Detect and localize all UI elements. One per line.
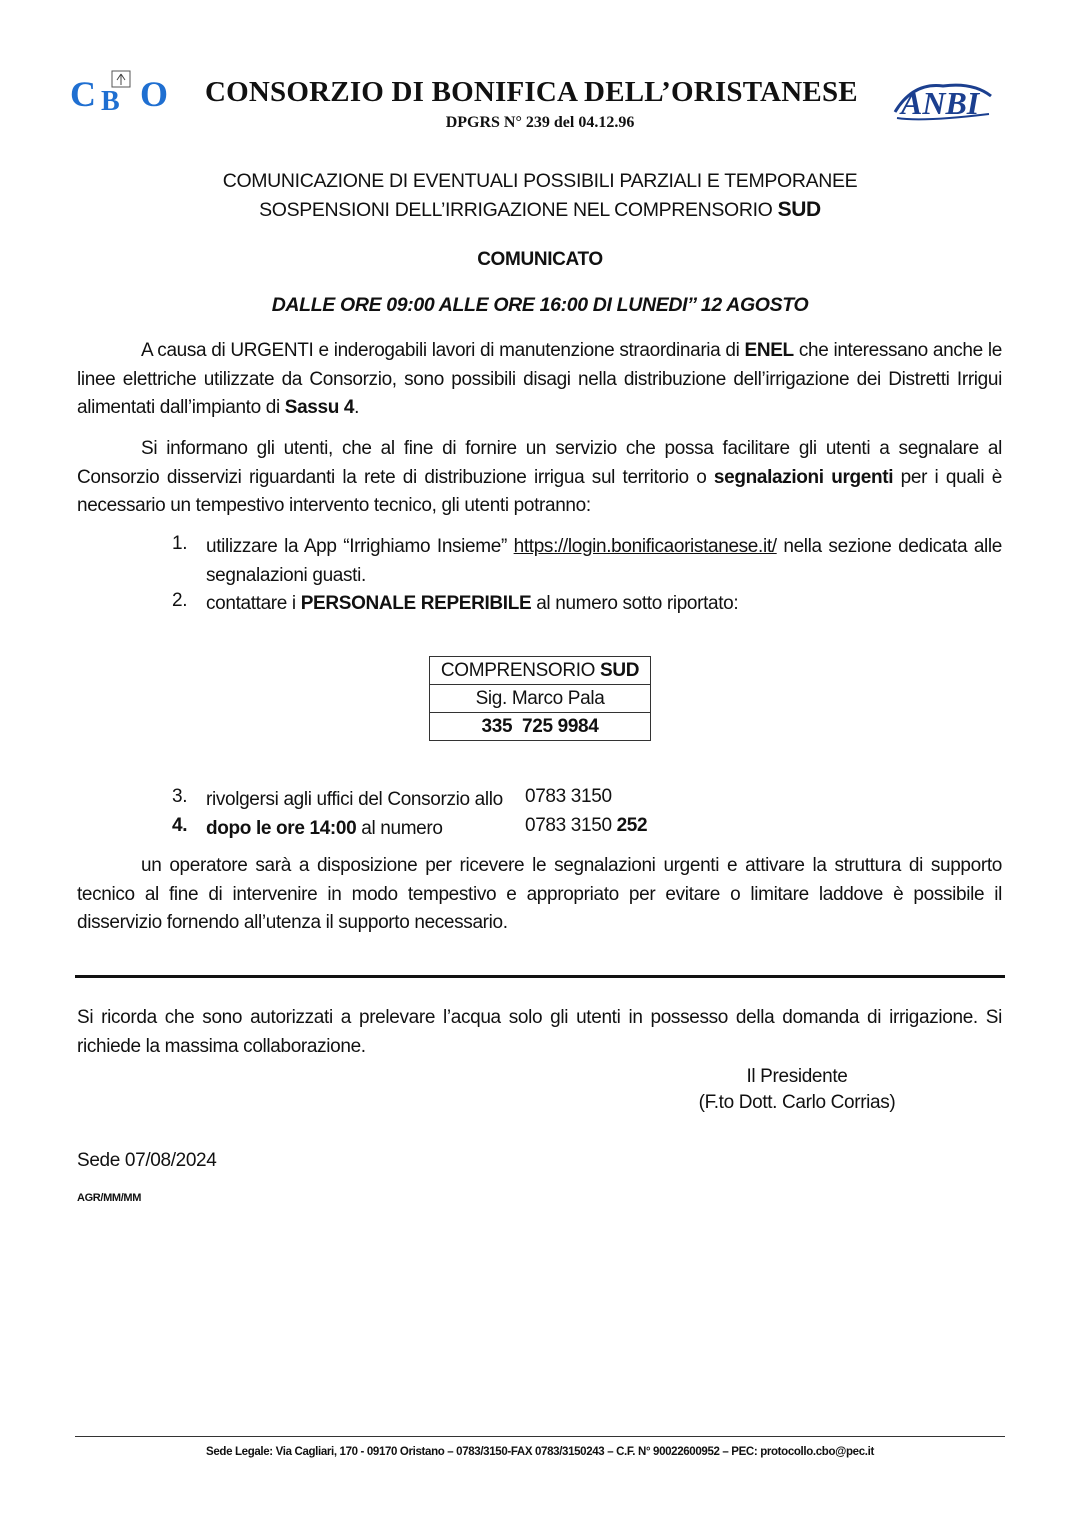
after-hours-phone: 0783 3150 252 — [525, 815, 648, 836]
svg-text:O: O — [140, 74, 169, 114]
org-registration: DPGRS N° 239 del 04.12.96 — [445, 114, 635, 131]
place-date: Sede 07/08/2024 — [77, 1150, 217, 1171]
reference-code: AGR/MM/MM — [77, 1192, 142, 1204]
svg-text:ANBI: ANBI — [901, 85, 980, 121]
contact-area: COMPRENSORIO SUD — [430, 657, 651, 685]
paragraph-enel-works: A causa di URGENTI e inderogabili lavori di manutenzione straordinaria di ENEL che interessano anche le linee elettriche utilizzate da Consorzio, sono possibili disagi nella distribuzione dell’irrigazione dei Distretti Irrigui alimentati dall’impianto di Sassu 4. — [77, 340, 1002, 418]
list-item-contact-staff: contattare i PERSONALE REPERIBILE al numero sotto riportato: — [206, 593, 739, 614]
footer-divider — [75, 1436, 1005, 1437]
cbo-logo — [70, 68, 182, 114]
contact-phone: 335 725 9984 — [430, 713, 651, 741]
notice-title-line2: SOSPENSIONI DELL’IRRIGAZIONE NEL COMPRENSORIO SUD — [259, 198, 821, 221]
app-link[interactable]: https://login.bonificaoristanese.it/ — [513, 536, 777, 557]
section-divider — [75, 975, 1005, 978]
list-item-offices: rivolgersi agli uffici del Consorzio allo — [206, 789, 503, 810]
office-phone: 0783 3150 — [525, 786, 612, 807]
anbi-logo — [893, 78, 993, 124]
org-title: CONSORZIO DI BONIFICA DELL’ORISTANESE — [205, 76, 858, 108]
notice-heading: COMUNICATO — [477, 249, 603, 270]
list-item-app: utilizzare la App “Irrighiamo Insieme” https://login.bonificaoristanese.it/ nella sezione dedicata alle segnalazioni guasti. — [206, 536, 1003, 586]
svg-text:C: C — [70, 74, 96, 114]
notice-title-line1: COMUNICAZIONE DI EVENTUALI POSSIBILI PARZIALI E TEMPORANEE — [222, 170, 858, 192]
signature-role: Il Presidente — [746, 1066, 848, 1087]
list-number-1: 1. — [172, 533, 188, 554]
contact-table — [429, 656, 651, 741]
notice-dates: DALLE ORE 09:00 ALLE ORE 16:00 DI LUNEDI’’ 12 AGOSTO — [271, 294, 809, 316]
paragraph-operator: un operatore sarà a disposizione per ricevere le segnalazioni urgenti e attivare la struttura di supporto tecnico al fine di intervenire in modo tempestivo e appropriato per evitare o limitare laddove è possibile il disservizio fornendo all’utenza il supporto necessario. — [77, 855, 1002, 933]
list-number-3: 3. — [172, 786, 188, 807]
svg-text:B: B — [101, 86, 120, 114]
paragraph-user-info: Si informano gli utenti, che al fine di fornire un servizio che possa facilitare gli utenti a segnalare al Consorzio disservizi riguardanti la rete di distribuzione irrigua sul territorio o segnalazioni urgenti per i quali è necessario un tempestivo intervento tecnico, gli utenti potranno: — [77, 438, 1002, 516]
list-number-2: 2. — [172, 590, 188, 611]
contact-person: Sig. Marco Pala — [430, 685, 651, 713]
reminder-text: Si ricorda che sono autorizzati a prelevare l’acqua solo gli utenti in possesso della domanda di irrigazione. Si richiede la massima collaborazione. — [77, 1007, 1002, 1057]
list-number-4: 4. — [172, 815, 188, 836]
footer-legal: Sede Legale: Via Cagliari, 170 - 09170 Oristano – 0783/3150-FAX 0783/3150243 – C.F. N° 90022600952 – PEC: protocollo.cbo@pec.it — [206, 1446, 874, 1458]
signature-name: (F.to Dott. Carlo Corrias) — [698, 1092, 896, 1113]
list-item-after-hours: dopo le ore 14:00 al numero — [206, 818, 443, 839]
